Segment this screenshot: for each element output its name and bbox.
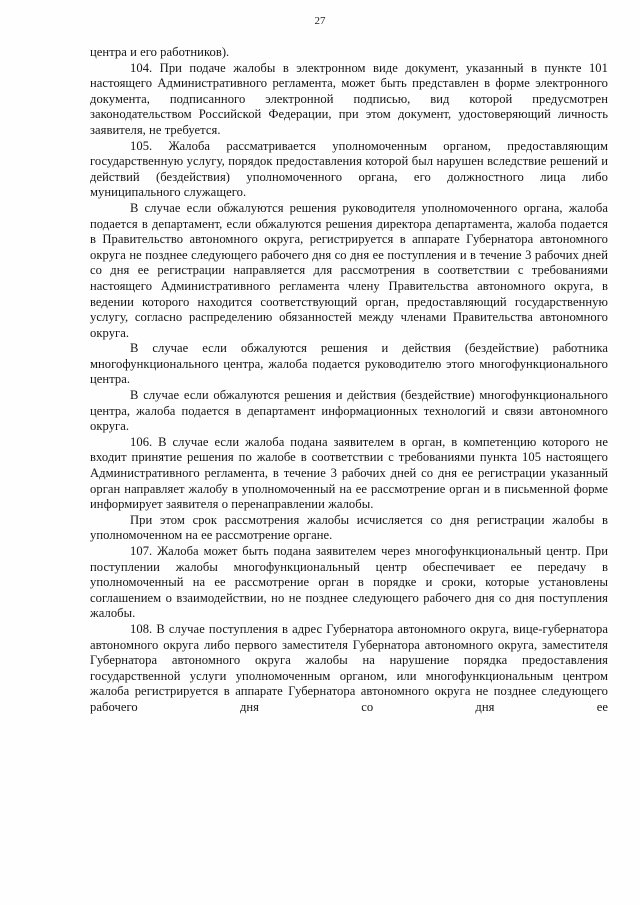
paragraph-105-mfc: В случае если обжалуются решения и действия (бездействие) многофункционального центра, жалоба подается в департамент информационных технологий и связи автономного округа. — [90, 388, 608, 434]
paragraph-106: 106. В случае если жалоба подана заявителем в орган, в компетенцию которого не входит принятие решения по жалобе в соответствии с требованиями пункта 105 настоящего Административного регламента, в течение 3 рабочих дней со дня ее регистрации указанный орган направляет жалобу в уполномоченный на ее рассмотрение орган и в письменной форме информирует заявителя о перенаправлении жалобы. — [90, 434, 608, 512]
paragraph-continuation: центра и его работников). — [90, 45, 230, 59]
paragraph-107: 107. Жалоба может быть подана заявителем через многофункциональный центр. При поступлении жалобы многофункциональный центр обеспечивает ее передачу в уполномоченный на ее рассмотрение орган в порядке и сроки, которые установлены соглашением о взаимодействии, но не позднее следующего рабочего дня со дня поступления жалобы. — [90, 544, 608, 621]
page-number: 27 — [314, 15, 326, 27]
paragraph-104: 104. При подаче жалобы в электронном виде документ, указанный в пункте 101 настоящего Административного регламента, может быть представлен в форме электронного документа, подписанного электронной подписью, вид которой предусмотрен законодательством Российской Федерации, при этом документ, удостоверяющий личность заявителя, не требуется. — [90, 60, 608, 137]
paragraph-108: 108. В случае поступления в адрес Губернатора автономного округа, вице-губернатора автономного округа либо первого заместителя Губернатора автономного округа, заместителя Губернатора автономного округа жалобы на нарушение порядка предоставления государственной услуги уполномоченным органом, или многофункциональным центром жалоба регистрируется в аппарате Губернатора автономного округа не позднее следующего рабочего дня со дня ее — [90, 621, 608, 714]
paragraph-105: 105. Жалоба рассматривается уполномоченным органом, предоставляющим государственную услугу, порядок предоставления которой был нарушен вследствие решений и действий (бездействия) уполномоченного органа, его должностного лица либо муниципального служащего. — [90, 138, 608, 200]
paragraph-105-mfc-worker: В случае если обжалуются решения и действия (бездействие) работника многофункционального центра, жалоба подается руководителю этого многофункционального центра. — [90, 341, 608, 387]
paragraph-106-term: При этом срок рассмотрения жалобы исчисляется со дня регистрации жалобы в уполномоченном на ее рассмотрение органе. — [90, 512, 608, 543]
body-text — [90, 45, 608, 716]
paragraph-105-head-of-organ: В случае если обжалуются решения руководителя уполномоченного органа, жалоба подается в департамент, если обжалуются решения директора департамента, жалоба подается в Правительство автономного округа, регистрируется в аппарате Губернатора автономного округа не позднее следующего рабочего дня со дня ее поступления и в течение 3 рабочих дней со дня ее регистрации направляется для рассмотрения в соответствии с требованиями настоящего Административного регламента члену Правительства автономного округа, в ведении которого находится соответствующий орган, предоставляющий государственную услугу, согласно распределению обязанностей между членами Правительства автономного округа. — [90, 200, 608, 340]
